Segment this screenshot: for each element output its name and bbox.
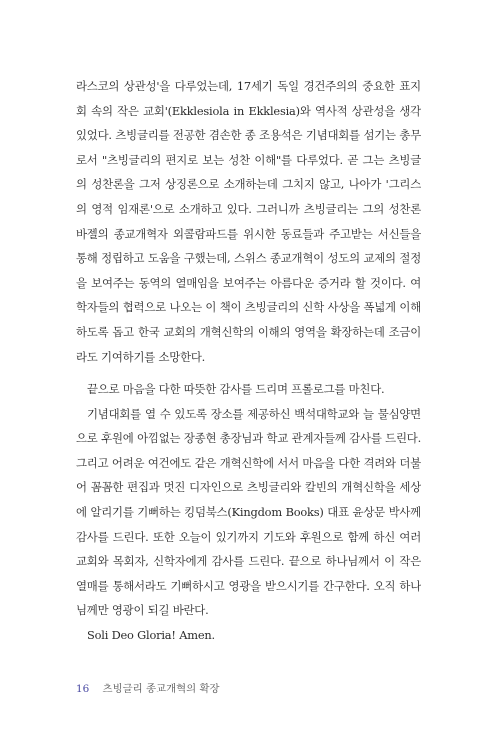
text-line: 어 꼼꼼한 편집과 멋진 디자인으로 츠빙글리와 칼빈의 개혁신학을 세상 (76, 480, 421, 495)
text-line: 에 알리기를 기뻐하는 킹덤북스(Kingdom Books) 대표 윤상문 박사께 (76, 504, 421, 519)
closing-line: Soli Deo Gloria! Amen. (87, 627, 215, 642)
text-line: 있었다. 츠빙글리를 전공한 겸손한 종 조용석은 기념대회를 섬기는 총무 (76, 128, 421, 143)
text-line: 님께만 영광이 되길 바란다. (76, 603, 209, 618)
text-line: 하도록 돕고 한국 교회의 개혁신학의 이해의 영역을 확장하는데 조금이 (76, 324, 421, 339)
text-line: 그리고 어려운 여건에도 같은 개혁신학에 서서 마음을 다한 격려와 더불 (76, 455, 421, 470)
text-line: 의 성찬론을 그저 상징론으로 소개하는데 그치지 않고, 나아가 '그리스 (76, 177, 421, 192)
text-line: 감사를 드린다. 또한 오늘이 있기까지 기도와 후원으로 함께 하신 여러 (76, 529, 421, 544)
text-line: 기념대회를 열 수 있도록 장소를 제공하신 백석대학교와 늘 물심양면 (87, 406, 421, 421)
text-line: 바젤의 종교개혁자 외콜람파드를 위시한 동료들과 주고받는 서신들을 (76, 226, 421, 241)
text-line: 으로 후원에 아낌없는 장종현 총장님과 학교 관계자들께 감사를 드린다. (76, 431, 421, 446)
text-line: 학자들의 협력으로 나오는 이 책이 츠빙글리의 신학 사상을 폭넓게 이해 (76, 300, 421, 315)
text-line: 통해 정립하고 도움을 구했는데, 스위스 종교개혁이 성도의 교제의 절정 (76, 251, 421, 266)
text-line: 교회와 목회자, 신학자에게 감사를 드린다. 끝으로 하나님께서 이 작은 (76, 554, 421, 569)
text-line: 끝으로 마음을 다한 따뜻한 감사를 드리며 프롤로그를 마친다. (87, 382, 385, 396)
running-title: 츠빙글리 종교개혁의 확장 (102, 683, 220, 695)
text-line: 을 보여주는 동역의 열매임을 보여주는 아름다운 증거라 할 것이다. 여 (76, 275, 421, 290)
page-footer (76, 680, 220, 695)
page-number: 16 (76, 683, 90, 695)
text-line: 열매를 통해서라도 기뻐하시고 영광을 받으시기를 간구한다. 오직 하나 (76, 578, 421, 593)
text-line: 로서 "츠빙글리의 편지로 보는 성찬 이해"를 다루었다. 곧 그는 츠빙글 (76, 152, 421, 167)
body-paragraph-1 (76, 74, 421, 369)
text-line: 라스코의 상관성'을 다루었는데, 17세기 독일 경건주의의 중요한 표지 (76, 79, 421, 93)
text-line: 라도 기여하기를 소망한다. (76, 349, 206, 364)
body-paragraph-2 (76, 377, 421, 648)
text-line: 회 속의 작은 교회'(Ekklesiola in Ekklesia)와 역사적 상관성을 생각 (76, 103, 421, 118)
text-line: 의 영적 임재론'으로 소개하고 있다. 그러니까 츠빙글리는 그의 성찬론 (76, 201, 421, 216)
